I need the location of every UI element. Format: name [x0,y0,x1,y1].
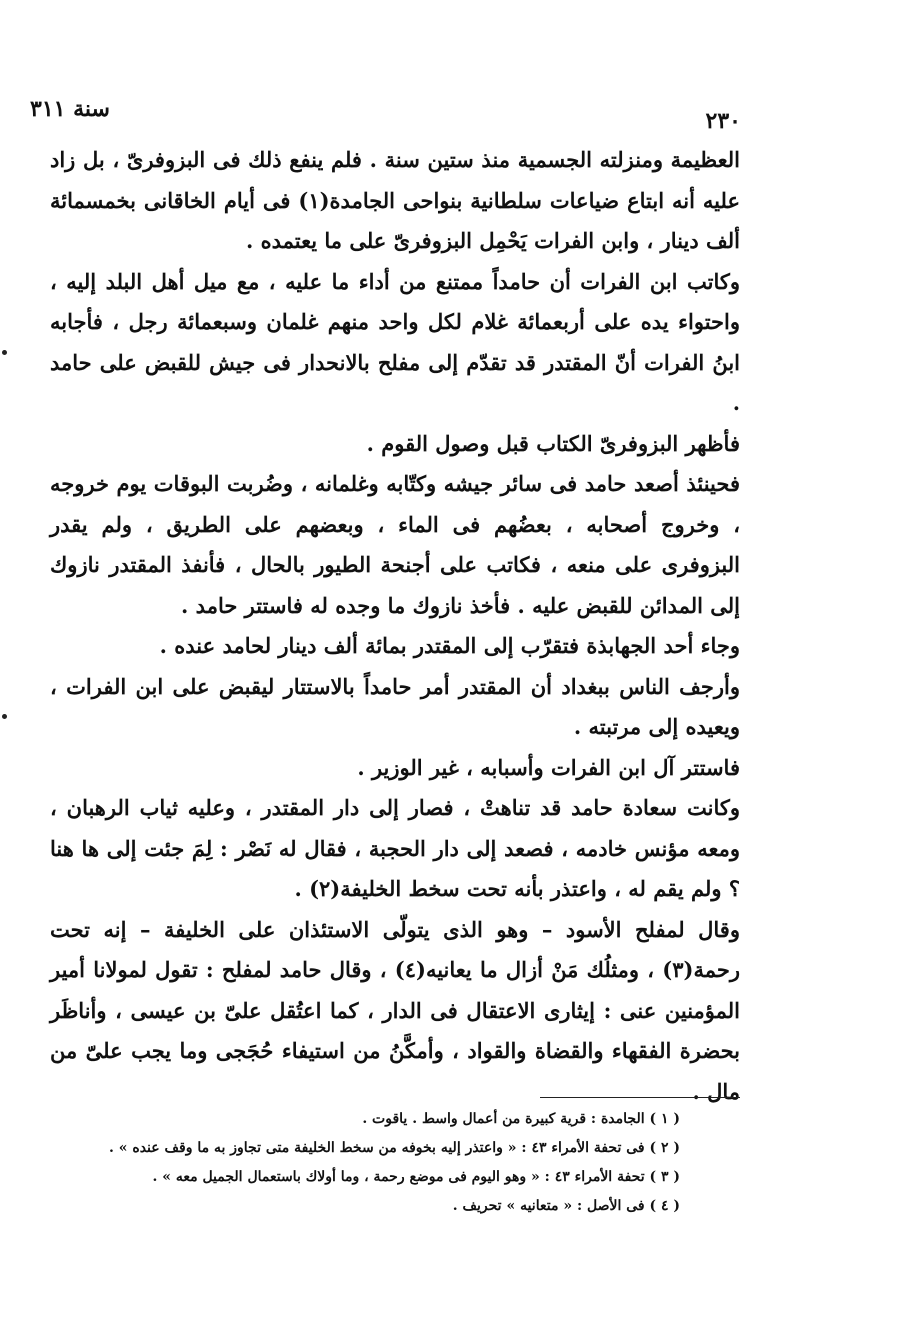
footnote-divider [540,1097,740,1098]
paragraph: وقال لمفلح الأسود – وهو الذى يتولّى الاستئذان على الخليفة – إنه تحت رحمة(٣) ، ومثلُك مَنْ أزال ما يعانيه(٤) ، وقال حامد لمفلح : تقول لمولانا أمير المؤمنين عنى : إيثارى الاعتقال فى الدار ، كما اعتُقل علىّ بن عيسى ، وأناظَر بحضرة الفقهاء والقضاة والقواد ، وأمكَّنُ من استيفاء حُجَجى وما يجب علىّ من مال . [50,916,740,1104]
margin-mark [2,714,7,719]
paragraph: العظيمة ومنزلته الجسمية منذ ستين سنة . فلم ينفع ذلك فى البزوفرىّ ، بل زاد عليه أنه ابتاع ضياعات سلطانية بنواحى الجامدة(١) فى أيام الخاقانى بخمسمائة ألف دينار ، وابن الفرات يَحْمِل البزوفرىّ على ما يعتمده . [50,147,740,253]
footnote: ( ١ ) الجامدة : قرية كبيرة من أعمال واسط . ياقوت . [362,1111,680,1127]
running-year: سنة ٣١١ [30,96,110,122]
margin-mark [2,350,7,355]
main-text [50,140,740,1112]
paragraph: وجاء أحد الجهابذة فتقرّب إلى المقتدر بمائة ألف دينار لحامد عنده . [159,633,740,658]
page-number: ٢٣٠ [705,108,741,134]
page-header [30,96,741,136]
footnote: ( ٢ ) فى تحفة الأمراء ٤٣ : « واعتذر إليه بخوفه من سخط الخليفة متى تجاوز به ما وقف عنده » . [109,1140,680,1156]
paragraph: وأرجف الناس ببغداد أن المقتدر أمر حامداً بالاستتار ليقبض على ابن الفرات ، ويعيده إلى مرتبته . [50,673,740,739]
paragraph: فحينئذ أصعد حامد فى سائر جيشه وكتّابه وغلمانه ، وضُربت البوقات يوم خروجه ، وخروج أصحابه ، بعضُهم فى الماء ، وبعضهم على الطريق ، ولم يقدر البزوفرى على منعه ، فكاتب على أجنحة الطيور بالحال ، فأنفذ المقتدر نازوك إلى المدائن للقبض عليه . فأخذ نازوك ما وجده له فاستتر حامد . [50,471,740,618]
paragraph: فأظهر البزوفرىّ الكتاب قبل وصول القوم . [366,430,740,456]
footnote: ( ٤ ) فى الأصل : « متعانيه » تحريف . [452,1198,680,1214]
paragraph: فاستتر آل ابن الفرات وأسبابه ، غير الوزير . [357,754,740,780]
paragraph: وكانت سعادة حامد قد تناهتْ ، فصار إلى دار المقتدر ، وعليه ثياب الرهبان ، ومعه مؤنس خادمه ، فصعد إلى دار الحجبة ، فقال له نَصْر : لِمَ جئت إلى ها هنا ؟ ولم يقم له ، واعتذر بأنه تحت سخط الخليفة(٢) . [50,795,740,901]
footnotes [109,1105,680,1221]
paragraph: وكاتب ابن الفرات أن حامداً ممتنع من أداء ما عليه ، مع ميل أهل البلد إليه ، واحتواء يده على أربعمائة غلام لكل واحد منهم غلمان وسبعمائة رجل ، فأجابه ابنُ الفرات أنّ المقتدر قد تقدّم إلى مفلح بالانحدار فى جيش للقبض على حامد . [50,268,740,415]
footnote: ( ٣ ) تحفة الأمراء ٤٣ : « وهو اليوم فى موضع رحمة ، وما أولاك باستعمال الجميل معه » . [152,1169,680,1185]
